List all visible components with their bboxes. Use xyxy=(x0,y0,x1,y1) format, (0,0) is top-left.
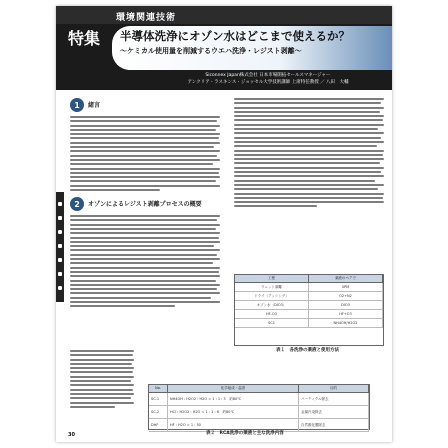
table-cell: DHF xyxy=(149,419,168,431)
column-header: 薬液のペアで xyxy=(309,275,383,282)
author-line-2: アンクリア・ラスキンス・ジョッセル大学技術講師 上席特任教授 ／ 八田 大輔 xyxy=(187,80,349,85)
body-text xyxy=(70,116,220,191)
table-1 xyxy=(234,274,384,346)
table-cell: SC1 xyxy=(235,319,309,327)
section-heading-2 xyxy=(70,197,220,211)
left-column-bottom-text xyxy=(70,350,134,420)
category-label: 環境関連技術 xyxy=(116,13,177,23)
column-header: No. xyxy=(149,385,168,392)
table-cell: 金属汚染除去 xyxy=(299,406,369,418)
author-line-1: Siconnex Japan株式会社 日本市場開拓セールスマネージャー xyxy=(205,73,331,78)
section-number: 1 xyxy=(70,98,84,112)
column-header: 目的 xyxy=(299,385,369,392)
index-marker xyxy=(58,202,62,206)
body-text xyxy=(70,215,220,307)
table-row xyxy=(149,406,369,419)
index-marker xyxy=(58,244,62,248)
section-title: オゾンによるレジスト剥離プロセスの概要 xyxy=(88,200,202,208)
table-cell: NH4OH/H2O2 xyxy=(309,319,383,327)
table-2 xyxy=(148,384,370,430)
right-column xyxy=(234,98,384,210)
index-marker xyxy=(58,272,62,276)
section-heading-1 xyxy=(70,98,220,112)
index-marker xyxy=(58,286,62,290)
table-cell: HF-O3 xyxy=(235,310,309,318)
table-cell: 自然酸化膜除去 xyxy=(299,419,369,431)
table-1-caption: 表１ 各洗浄の薬液と使用方法 xyxy=(276,348,339,353)
side-index-strip xyxy=(56,192,64,302)
index-marker xyxy=(58,230,62,234)
magazine-page xyxy=(56,6,392,442)
section-number: 2 xyxy=(70,197,84,211)
table-row xyxy=(235,283,383,292)
column-header: 化学組成・温度 xyxy=(168,385,299,392)
table-row xyxy=(235,292,383,301)
table-row xyxy=(235,310,383,319)
article-subtitle: 〜ケミカル使用量を削減するウエハ洗浄・レジスト剥離〜 xyxy=(120,47,302,55)
left-column xyxy=(70,98,220,310)
table-header xyxy=(235,275,383,283)
table-row xyxy=(235,319,383,328)
column-header: 工程 xyxy=(235,275,309,282)
table-cell: HCl : H2O2 : H2O = 1 : 1 : 6 約80℃ xyxy=(168,406,299,418)
index-marker xyxy=(58,258,62,262)
table-cell: SC-2 xyxy=(149,406,168,418)
table-cell: ドライ（アッシング） xyxy=(235,292,309,300)
table-row xyxy=(235,301,383,310)
table-cell: HF+O3 xyxy=(309,310,383,318)
body-text xyxy=(234,98,384,207)
section-title: 緒言 xyxy=(88,101,101,109)
author-info xyxy=(152,72,384,86)
header-band xyxy=(56,6,392,90)
table-cell: NH4OH : H2O2 : H2O = 1 : 1 : 5 約80℃ xyxy=(168,393,299,405)
table-row xyxy=(149,393,369,406)
article-title: 半導体洗浄にオゾン水はどこまで使えるか？ xyxy=(120,29,350,43)
table-cell: パーティクル除去 xyxy=(299,393,369,405)
table-cell: SPM xyxy=(309,283,383,291)
table-cell: DIO3 xyxy=(309,301,383,309)
table-cell: O2+N2 xyxy=(309,292,383,300)
table-cell: HF : H2O = 1 : 50 xyxy=(168,419,299,431)
tokushu-label: 特集 xyxy=(67,29,100,48)
index-marker xyxy=(58,216,62,220)
table-cell: オゾン水（DIO3） xyxy=(235,301,309,309)
page-number: 30 xyxy=(68,432,75,438)
table-header xyxy=(149,385,369,393)
table-cell: ウェット剥離 xyxy=(235,283,309,291)
category-tab xyxy=(56,6,392,24)
table-2-caption: 表２ RCA洗浄の薬液と主な洗浄内容 xyxy=(206,431,284,436)
table-cell: SC-1 xyxy=(149,393,168,405)
